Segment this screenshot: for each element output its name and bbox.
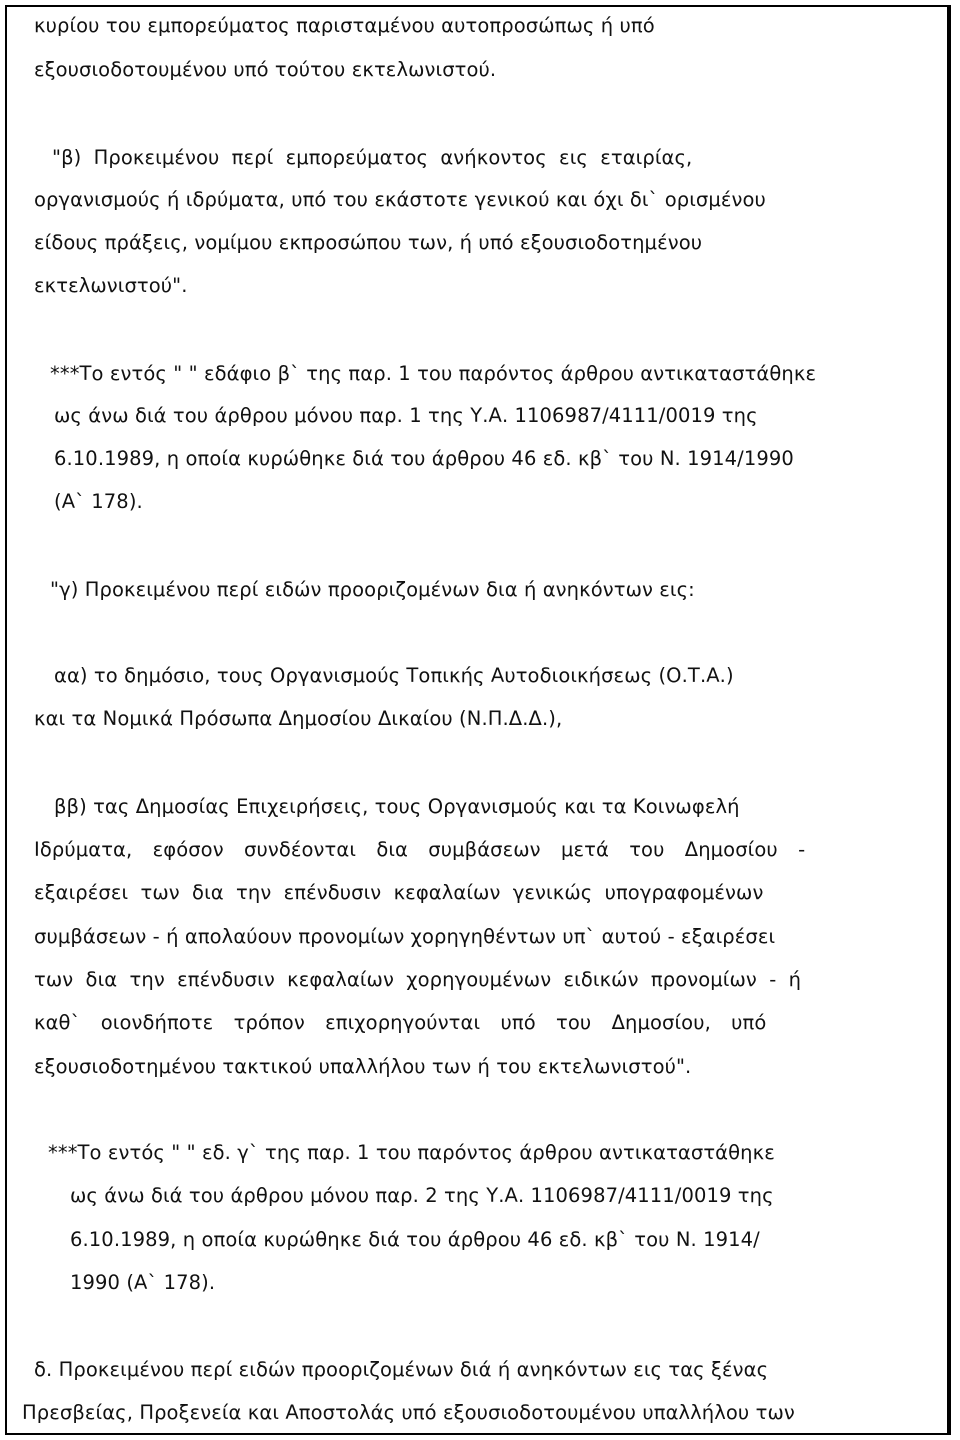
text-line: 1990 (Α` 178). — [70, 1271, 216, 1294]
text-line: συμβάσεων - ή απολαύουν προνομίων χορηγηθέντων υπ` αυτού - εξαιρέσει — [34, 925, 776, 948]
text-line: και τα Νομικά Πρόσωπα Δημοσίου Δικαίου (Ν.Π.Δ.Δ.), — [34, 707, 563, 730]
text-line: Ιδρύματα, εφόσον συνδέονται δια συμβάσεων μετά του Δημοσίου - — [34, 838, 806, 861]
text-line: 6.10.1989, η οποία κυρώθηκε διά του άρθρου 46 εδ. κβ` του Ν. 1914/1990 — [54, 447, 794, 470]
text-line: είδους πράξεις, νομίμου εκπροσώπου των, ή υπό εξουσιοδοτημένου — [34, 231, 703, 254]
text-line: ***Το εντός " " εδάφιο β` της παρ. 1 του παρόντος άρθρου αντικαταστάθηκε — [50, 362, 817, 385]
text-line: των δια την επένδυσιν κεφαλαίων χορηγουμένων ειδικών προνομίων - ή — [34, 968, 802, 991]
text-line: "γ) Προκειμένου περί ειδών προοριζομένων δια ή ανηκόντων εις: — [50, 578, 695, 601]
text-line: ββ) τας Δημοσίας Επιχειρήσεις, τους Οργανισμούς και τα Κοινωφελή — [54, 795, 740, 818]
text-line: εξουσιοδοτημένου τακτικού υπαλλήλου των ή του εκτελωνιστού". — [34, 1055, 692, 1078]
text-line: κυρίου του εμπορεύματος παρισταμένου αυτοπροσώπως ή υπό — [34, 14, 655, 37]
text-line: ως άνω διά του άρθρου μόνου παρ. 1 της Υ.Α. 1106987/4111/0019 της — [54, 404, 758, 427]
text-line: ***Το εντός " " εδ. γ` της παρ. 1 του παρόντος άρθρου αντικαταστάθηκε — [48, 1141, 775, 1164]
text-line: δ. Προκειμένου περί ειδών προοριζομένων διά ή ανηκόντων εις τας ξένας — [34, 1358, 769, 1381]
text-line: (Α` 178). — [54, 490, 143, 513]
text-line: οργανισμούς ή ιδρύματα, υπό του εκάστοτε γενικού και όχι δι` ορισμένου — [34, 188, 766, 211]
text-line: εξαιρέσει των δια την επένδυσιν κεφαλαίων γενικώς υπογραφομένων — [34, 881, 764, 904]
text-line: εκτελωνιστού". — [34, 274, 188, 297]
text-line: αα) το δημόσιο, τους Οργανισμούς Τοπικής Αυτοδιοικήσεως (Ο.Τ.Α.) — [54, 664, 734, 687]
text-line: 6.10.1989, η οποία κυρώθηκε διά του άρθρου 46 εδ. κβ` του Ν. 1914/ — [70, 1228, 760, 1251]
text-line: ως άνω διά του άρθρου μόνου παρ. 2 της Υ.Α. 1106987/4111/0019 της — [70, 1184, 774, 1207]
text-line: Πρεσβείας, Προξενεία και Αποστολάς υπό εξουσιοδοτουμένου υπαλλήλου των — [22, 1401, 795, 1424]
text-line: εξουσιοδοτουμένου υπό τούτου εκτελωνιστού. — [34, 58, 497, 81]
text-line: καθ` οιονδήποτε τρόπον επιχορηγούνται υπό του Δημοσίου, υπό — [34, 1011, 767, 1034]
text-line: "β) Προκειμένου περί εμπορεύματος ανήκοντος εις εταιρίας, — [52, 146, 693, 169]
